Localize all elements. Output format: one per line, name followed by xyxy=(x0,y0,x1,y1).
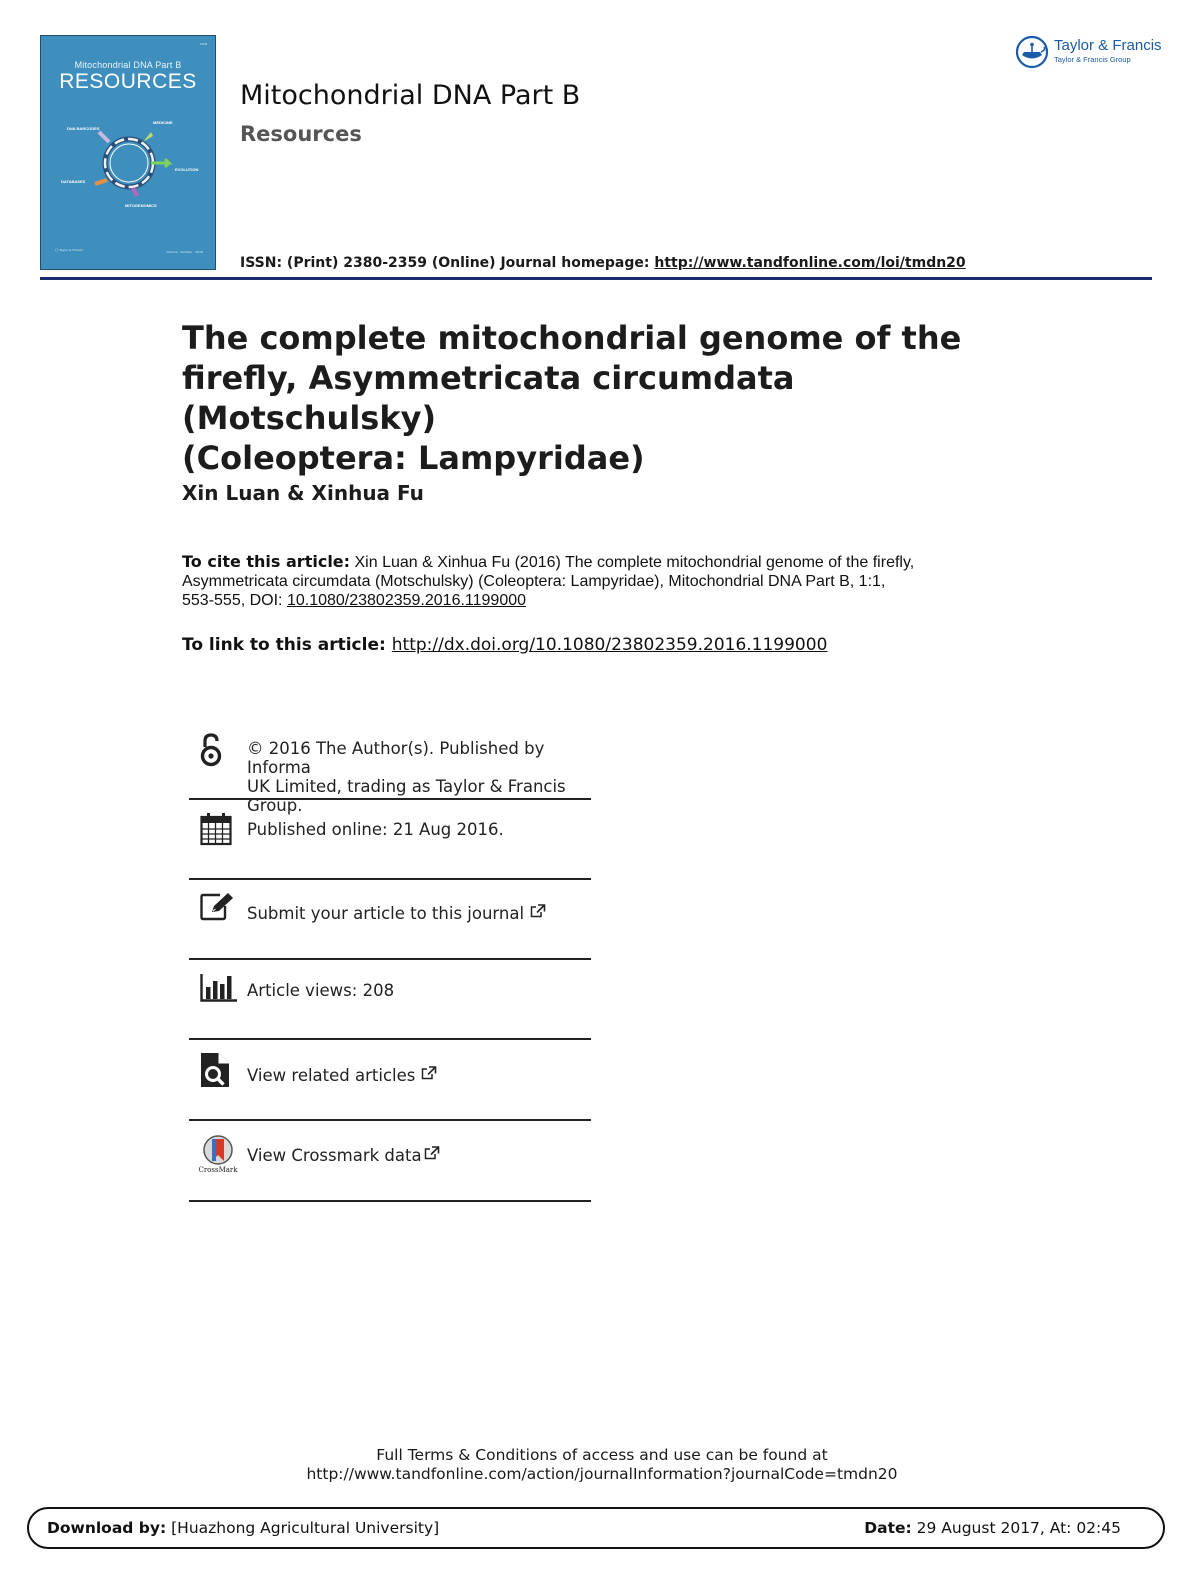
download-by-label: Download by: xyxy=(47,1519,167,1537)
terms-url[interactable]: http://www.tandfonline.com/action/journalInformation?journalCode=tmdn20 xyxy=(306,1465,898,1483)
cover-genome-circle-icon xyxy=(91,128,181,198)
terms-and-conditions xyxy=(0,1446,1204,1484)
article-title-line: (Coleoptera: Lampyridae) xyxy=(182,439,645,477)
bar-chart-icon xyxy=(200,974,238,1002)
citation-line-1: Xin Luan & Xinhua Fu (2016) The complete mitochondrial genome of the firefly, xyxy=(350,554,915,571)
cover-label-mitogenomics: MITOGENOMICS xyxy=(125,203,157,208)
copyright-line: UK Limited, trading as Taylor & Francis xyxy=(247,777,566,796)
journal-cover-image xyxy=(40,35,216,270)
submit-article-label[interactable]: Submit your article to this journal xyxy=(247,904,525,923)
doi-link[interactable]: 10.1080/23802359.2016.1199000 xyxy=(286,592,527,609)
views-row xyxy=(189,960,591,1040)
article-url-link[interactable]: http://dx.doi.org/10.1080/23802359.2016.1199000 xyxy=(391,635,828,655)
article-info-list xyxy=(189,730,591,1202)
citation-line-3: 553-555, DOI: xyxy=(182,592,287,609)
crossmark-icon xyxy=(198,1135,238,1175)
journal-homepage-link[interactable]: http://www.tandfonline.com/loi/tmdn20 xyxy=(654,255,966,271)
cover-label-medicine: MEDICINE xyxy=(153,120,173,125)
article-link-line xyxy=(182,635,827,655)
citation-line-2: Asymmetricata circumdata (Motschulsky) (Coleoptera: Lampyridae), Mitochondrial DNA Part B, 1:1, xyxy=(182,573,886,590)
terms-line-1: Full Terms & Conditions of access and use can be found at xyxy=(376,1446,828,1464)
related-articles-label[interactable]: View related articles xyxy=(247,1066,416,1085)
cover-label-dna-barcodes: DNA BARCODES xyxy=(67,126,100,131)
external-link-icon[interactable] xyxy=(424,1146,440,1160)
journal-subtitle: Resources xyxy=(240,122,362,146)
external-link-icon[interactable] xyxy=(530,904,546,918)
cover-label-databases: DATABASES xyxy=(61,179,86,184)
calendar-icon xyxy=(200,812,232,846)
download-date-label: Date: xyxy=(864,1519,912,1537)
cover-publisher-mark: ◯ Taylor & Francis xyxy=(55,248,83,252)
article-views: Article views: 208 xyxy=(247,981,395,1000)
header-divider xyxy=(40,277,1152,280)
download-date-value: 29 August 2017, At: 02:45 xyxy=(911,1519,1121,1537)
external-link-icon[interactable] xyxy=(421,1066,437,1080)
crossmark-logo-text: CrossMark xyxy=(198,1166,238,1174)
article-title-line: The complete mitochondrial genome of the xyxy=(182,319,962,357)
publisher-name: Taylor & Francis xyxy=(1054,37,1162,54)
download-info-bar xyxy=(27,1507,1165,1549)
copyright-line: © 2016 The Author(s). Published by Informa xyxy=(247,739,545,777)
cover-title: Mitochondrial DNA Part B xyxy=(74,60,182,70)
article-authors: Xin Luan & Xinhua Fu xyxy=(182,481,424,505)
issn-line xyxy=(240,255,966,271)
taylor-francis-lamp-icon xyxy=(1015,35,1049,69)
download-date xyxy=(864,1519,1121,1537)
published-date: Published online: 21 Aug 2016. xyxy=(247,820,504,839)
related-row[interactable] xyxy=(189,1040,591,1121)
open-access-icon xyxy=(199,732,225,768)
issn-text: ISSN: (Print) 2380-2359 (Online) Journal homepage: xyxy=(240,255,655,271)
publisher-group: Taylor & Francis Group xyxy=(1054,55,1131,64)
edit-pencil-icon xyxy=(200,892,236,922)
journal-title: Mitochondrial DNA Part B xyxy=(240,80,581,111)
download-by-value: [Huazhong Agricultural University] xyxy=(166,1519,440,1537)
open-access-row xyxy=(189,730,591,815)
copyright-line: Group. xyxy=(247,796,303,815)
download-by xyxy=(47,1519,439,1537)
related-articles-icon xyxy=(200,1052,230,1088)
cover-label-evolution: EVOLUTION xyxy=(175,167,199,172)
crossmark-row[interactable] xyxy=(189,1121,591,1202)
related-articles-link[interactable] xyxy=(247,1066,437,1085)
taylor-francis-logo xyxy=(1014,34,1164,70)
link-lead: To link to this article: xyxy=(182,635,386,655)
submit-row[interactable] xyxy=(189,880,591,960)
crossmark-link[interactable] xyxy=(247,1146,440,1165)
published-row xyxy=(189,800,591,880)
cover-resources: RESOURCES xyxy=(59,70,197,93)
submit-article-link[interactable] xyxy=(247,904,546,923)
article-title-line: firefly, Asymmetricata circumdata (Motschulsky) xyxy=(182,359,795,437)
cover-issn: ISSN xyxy=(200,42,207,46)
article-title xyxy=(182,318,1042,478)
citation-block xyxy=(182,552,1052,610)
cover-volume-info: Volume · Number · 2016 xyxy=(166,250,203,254)
crossmark-label[interactable]: View Crossmark data xyxy=(247,1146,422,1165)
citation-lead: To cite this article: xyxy=(182,552,351,571)
